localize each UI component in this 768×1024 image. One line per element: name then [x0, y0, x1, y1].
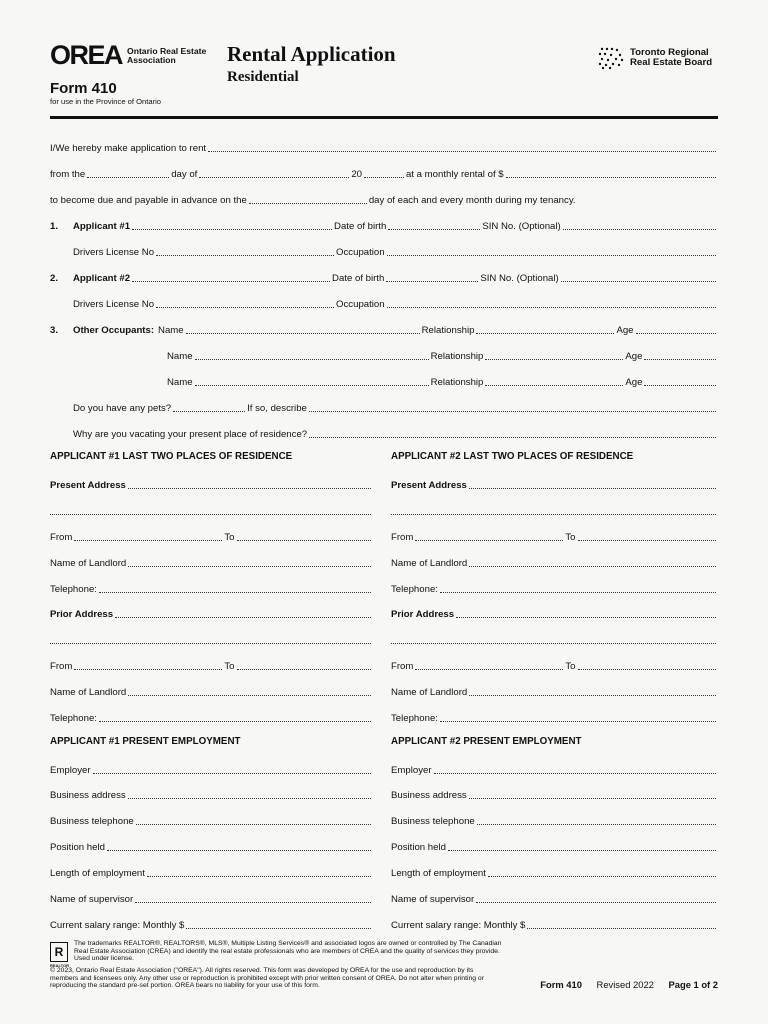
applicant-2-license-field[interactable]	[156, 298, 334, 308]
applicant-1-number: 1.	[50, 221, 59, 232]
occupant-2-age-field[interactable]	[644, 350, 716, 360]
a1-prior-telephone-field[interactable]	[99, 712, 371, 722]
form-footer	[50, 940, 718, 996]
pets-label: Do you have any pets?	[73, 403, 172, 414]
a2-position-label: Position held	[391, 842, 446, 853]
a2-present-address-field[interactable]	[469, 479, 716, 489]
applicant-2-sin-label: SIN No. (Optional)	[480, 273, 559, 284]
a2-salary-field[interactable]	[527, 919, 716, 929]
applicant-1-sin-label: SIN No. (Optional)	[482, 221, 561, 232]
a1-present-address-field-2[interactable]	[50, 505, 371, 515]
a2-length-line	[391, 865, 718, 879]
start-year-field[interactable]	[364, 168, 404, 178]
a1-prior-address-line-2	[50, 632, 373, 646]
start-day-field[interactable]	[87, 168, 169, 178]
a1-present-landlord-label: Name of Landlord	[50, 558, 127, 569]
a2-prior-address-label: Prior Address	[391, 609, 455, 620]
occupant-2-relationship-label: Relationship	[430, 351, 484, 362]
trreb-logo	[598, 46, 718, 70]
a2-present-address-line	[391, 477, 718, 491]
a2-prior-landlord-label: Name of Landlord	[391, 687, 468, 698]
a2-length-label: Length of employment	[391, 868, 486, 879]
applicant-1-employment-heading: APPLICANT #1 PRESENT EMPLOYMENT	[50, 736, 241, 747]
a1-prior-telephone-line	[50, 710, 373, 724]
a1-present-address-line	[50, 477, 373, 491]
applicant-1-dob-label: Date of birth	[334, 221, 387, 232]
a1-prior-landlord-line	[50, 684, 373, 698]
a1-employer-label: Employer	[50, 765, 91, 776]
a2-employer-label: Employer	[391, 765, 432, 776]
a2-prior-address-field[interactable]	[456, 608, 716, 618]
a2-present-landlord-label: Name of Landlord	[391, 558, 468, 569]
a1-present-telephone-label: Telephone:	[50, 584, 97, 595]
a1-prior-address-field-2[interactable]	[50, 634, 371, 644]
applicant-1-license-label: Drivers License No	[73, 247, 155, 258]
a2-present-telephone-label: Telephone:	[391, 584, 438, 595]
a2-present-landlord-line	[391, 555, 718, 569]
a2-prior-landlord-field[interactable]	[469, 686, 716, 696]
a1-present-landlord-field[interactable]	[128, 557, 371, 567]
a1-prior-address-line	[50, 606, 373, 620]
a1-present-landlord-line	[50, 555, 373, 569]
a1-present-to-label: To	[224, 532, 235, 543]
a2-prior-address-line-2	[391, 632, 718, 646]
orea-org-name: Ontario Real Estate Association	[127, 45, 207, 65]
applicant-1-label: Applicant #1	[73, 221, 131, 232]
a2-employer-line	[391, 762, 718, 776]
form-number: Form 410	[50, 80, 117, 97]
a2-supervisor-line	[391, 891, 718, 905]
a2-present-to-label: To	[565, 532, 576, 543]
a1-prior-from-field[interactable]	[74, 660, 222, 670]
a1-supervisor-label: Name of supervisor	[50, 894, 134, 905]
a2-prior-from-field[interactable]	[415, 660, 563, 670]
realtor-logo-icon: R	[50, 942, 68, 962]
due-date-line	[50, 192, 718, 206]
a1-employer-line	[50, 762, 373, 776]
a2-present-telephone-field[interactable]	[440, 583, 716, 593]
form-note: for use in the Province of Ontario	[50, 97, 162, 106]
a2-present-address-field-2[interactable]	[391, 505, 716, 515]
occupants-number: 3.	[50, 325, 59, 336]
a2-prior-telephone-field[interactable]	[440, 712, 716, 722]
a1-present-from-to-line	[50, 529, 373, 543]
occupant-1-age-label: Age	[616, 325, 634, 336]
copyright-notice: © 2023, Ontario Real Estate Association ("OREA"). All rights reserved. This form was developed by OREA for the use and reproduction by its members and licensees only. Any other use or reproduction is prohibited except with prior written consent of OREA. Do not alter when printing or reproducing the standard pre-set portion. OREA bears no liability for your use of this form.	[50, 967, 484, 990]
occupant-2-name-field[interactable]	[195, 350, 429, 360]
a2-prior-address-field-2[interactable]	[391, 634, 716, 644]
applicant-2-employment-heading: APPLICANT #2 PRESENT EMPLOYMENT	[391, 736, 582, 747]
day-of-label: day of	[171, 169, 198, 180]
a2-employer-field[interactable]	[434, 764, 716, 774]
become-due-label: to become due and payable in advance on the	[50, 195, 247, 206]
a2-prior-to-field[interactable]	[578, 660, 716, 670]
a2-present-address-line-2	[391, 503, 718, 517]
a1-position-field[interactable]	[107, 841, 371, 851]
applicant-1-license-line	[73, 244, 718, 258]
trademark-notice: The trademarks REALTOR®, REALTORS®, MLS®, Multiple Listing Services® and associated logos are owned or controlled by The Canadian Real Estate Association (CREA) and identify the real estate professionals who are members of CREA and the quality of services they provide. Used under license.	[74, 940, 502, 963]
a1-length-label: Length of employment	[50, 868, 145, 879]
applicant-2-dob-field[interactable]	[386, 272, 478, 282]
occupant-1-relationship-label: Relationship	[421, 325, 475, 336]
realtor-logo-text: REALTOR	[50, 963, 69, 968]
a1-supervisor-line	[50, 891, 373, 905]
a2-business-address-line	[391, 787, 718, 801]
trreb-dots-icon	[598, 46, 624, 70]
a1-business-telephone-field[interactable]	[136, 815, 371, 825]
a2-prior-from-to-line	[391, 658, 718, 672]
a1-business-address-field[interactable]	[128, 789, 371, 799]
a1-salary-line	[50, 917, 373, 931]
trreb-name: Toronto Regional Real Estate Board	[630, 46, 713, 68]
applicant-2-occupation-label: Occupation	[336, 299, 385, 310]
vacating-field[interactable]	[309, 428, 716, 438]
a1-present-address-line-2	[50, 503, 373, 517]
a1-length-line	[50, 865, 373, 879]
a1-prior-to-label: To	[224, 661, 235, 672]
a1-present-telephone-field[interactable]	[99, 583, 371, 593]
orea-logo-mark: OREA	[50, 40, 123, 70]
a1-position-label: Position held	[50, 842, 105, 853]
vacating-label: Why are you vacating your present place of residence?	[73, 429, 308, 440]
applicant-1-sin-field[interactable]	[563, 220, 716, 230]
footer-page-info	[528, 979, 718, 990]
a1-business-telephone-line	[50, 813, 373, 827]
a1-prior-to-field[interactable]	[237, 660, 371, 670]
a2-present-telephone-line	[391, 581, 718, 595]
applicant-1-dob-field[interactable]	[388, 220, 480, 230]
a2-present-from-to-line	[391, 529, 718, 543]
a2-business-address-label: Business address	[391, 790, 467, 801]
occupant-2-relationship-field[interactable]	[485, 350, 623, 360]
a2-supervisor-field[interactable]	[476, 893, 716, 903]
applicant-2-label: Applicant #2	[73, 273, 131, 284]
rent-address-field[interactable]	[208, 142, 716, 152]
a1-prior-landlord-label: Name of Landlord	[50, 687, 127, 698]
monthly-rental-label: at a monthly rental of $	[406, 169, 504, 180]
a1-present-from-label: From	[50, 532, 73, 543]
a2-business-telephone-label: Business telephone	[391, 816, 475, 827]
applicant-2-license-label: Drivers License No	[73, 299, 155, 310]
pets-describe-field[interactable]	[309, 402, 716, 412]
applicant-1-name-field[interactable]	[132, 220, 332, 230]
a2-position-field[interactable]	[448, 841, 716, 851]
a2-present-to-field[interactable]	[578, 531, 716, 541]
applicant-1-line	[50, 218, 718, 232]
applicant-2-occupation-field[interactable]	[387, 298, 716, 308]
a2-length-field[interactable]	[488, 867, 716, 877]
occupant-2-name-label: Name	[167, 351, 193, 362]
a1-prior-telephone-label: Telephone:	[50, 713, 97, 724]
a1-supervisor-field[interactable]	[135, 893, 371, 903]
a1-length-field[interactable]	[147, 867, 371, 877]
a1-position-line	[50, 839, 373, 853]
a1-business-telephone-label: Business telephone	[50, 816, 134, 827]
occupant-3-name-field[interactable]	[195, 376, 429, 386]
start-month-field[interactable]	[199, 168, 349, 178]
a2-present-address-label: Present Address	[391, 480, 467, 491]
a2-prior-to-label: To	[565, 661, 576, 672]
occupant-row-1	[50, 322, 718, 336]
applicant-2-residence-heading: APPLICANT #2 LAST TWO PLACES OF RESIDENCE	[391, 451, 634, 462]
form-title: Rental Application	[227, 42, 396, 66]
a2-business-telephone-field[interactable]	[477, 815, 716, 825]
a1-present-to-field[interactable]	[237, 531, 371, 541]
from-the-label: from the	[50, 169, 86, 180]
applicant-2-number: 2.	[50, 273, 59, 284]
a2-present-from-field[interactable]	[415, 531, 563, 541]
due-day-field[interactable]	[249, 194, 367, 204]
a1-prior-from-to-line	[50, 658, 373, 672]
occupant-1-name-field[interactable]	[186, 324, 420, 334]
each-month-label: day of each and every month during my tenancy.	[368, 195, 576, 206]
a2-salary-line	[391, 917, 718, 931]
a1-employer-field[interactable]	[93, 764, 371, 774]
vacating-line	[73, 426, 718, 440]
a2-prior-landlord-line	[391, 684, 718, 698]
applicant-2-name-field[interactable]	[132, 272, 330, 282]
applicant-1-license-field[interactable]	[156, 246, 334, 256]
footer-form-number: Form 410	[540, 979, 582, 990]
rental-terms-line	[50, 166, 718, 180]
a2-salary-label: Current salary range: Monthly $	[391, 920, 526, 931]
occupant-2-age-label: Age	[625, 351, 643, 362]
rent-address-line	[50, 140, 718, 154]
header-rule	[50, 116, 718, 119]
a1-present-address-label: Present Address	[50, 480, 126, 491]
rent-label: I/We hereby make application to rent	[50, 143, 207, 154]
pets-field[interactable]	[173, 402, 245, 412]
a1-business-address-label: Business address	[50, 790, 126, 801]
footer-page-number: Page 1 of 2	[668, 979, 718, 990]
occupant-3-age-label: Age	[625, 377, 643, 388]
pets-describe-label: If so, describe	[247, 403, 307, 414]
form-subtitle: Residential	[227, 69, 299, 85]
a2-business-address-field[interactable]	[469, 789, 716, 799]
occupant-3-relationship-label: Relationship	[430, 377, 484, 388]
a2-prior-telephone-line	[391, 710, 718, 724]
a1-present-address-field[interactable]	[128, 479, 371, 489]
occupant-1-name-label: Name	[158, 325, 184, 336]
applicant-1-occupation-field[interactable]	[387, 246, 716, 256]
a2-prior-address-line	[391, 606, 718, 620]
pets-line	[73, 400, 718, 414]
monthly-rental-field[interactable]	[506, 168, 716, 178]
footer-revised: Revised 2022	[596, 979, 654, 990]
occupant-row-2	[167, 348, 718, 362]
applicant-2-license-line	[73, 296, 718, 310]
occupant-3-relationship-field[interactable]	[485, 376, 623, 386]
occupant-row-3	[167, 374, 718, 388]
form-header	[50, 42, 718, 112]
orea-logo	[50, 42, 222, 69]
year-prefix-label: 20	[351, 169, 363, 180]
a2-prior-telephone-label: Telephone:	[391, 713, 438, 724]
a1-business-address-line	[50, 787, 373, 801]
applicant-1-occupation-label: Occupation	[336, 247, 385, 258]
a2-position-line	[391, 839, 718, 853]
occupant-1-age-field[interactable]	[636, 324, 716, 334]
a2-present-from-label: From	[391, 532, 414, 543]
a1-salary-label: Current salary range: Monthly $	[50, 920, 185, 931]
a1-present-telephone-line	[50, 581, 373, 595]
a2-present-landlord-field[interactable]	[469, 557, 716, 567]
occupant-3-name-label: Name	[167, 377, 193, 388]
a1-prior-address-field[interactable]	[115, 608, 371, 618]
a2-prior-from-label: From	[391, 661, 414, 672]
a1-present-from-field[interactable]	[74, 531, 222, 541]
a1-prior-address-label: Prior Address	[50, 609, 114, 620]
applicant-2-line	[50, 270, 718, 284]
occupant-1-relationship-field[interactable]	[476, 324, 614, 334]
a1-prior-from-label: From	[50, 661, 73, 672]
a1-salary-field[interactable]	[186, 919, 371, 929]
occupant-3-age-field[interactable]	[644, 376, 716, 386]
occupants-label: Other Occupants:	[73, 325, 155, 336]
applicant-2-sin-field[interactable]	[561, 272, 716, 282]
applicant-2-dob-label: Date of birth	[332, 273, 385, 284]
applicant-1-residence-heading: APPLICANT #1 LAST TWO PLACES OF RESIDENCE	[50, 451, 293, 462]
a1-prior-landlord-field[interactable]	[128, 686, 371, 696]
a2-business-telephone-line	[391, 813, 718, 827]
a2-supervisor-label: Name of supervisor	[391, 894, 475, 905]
